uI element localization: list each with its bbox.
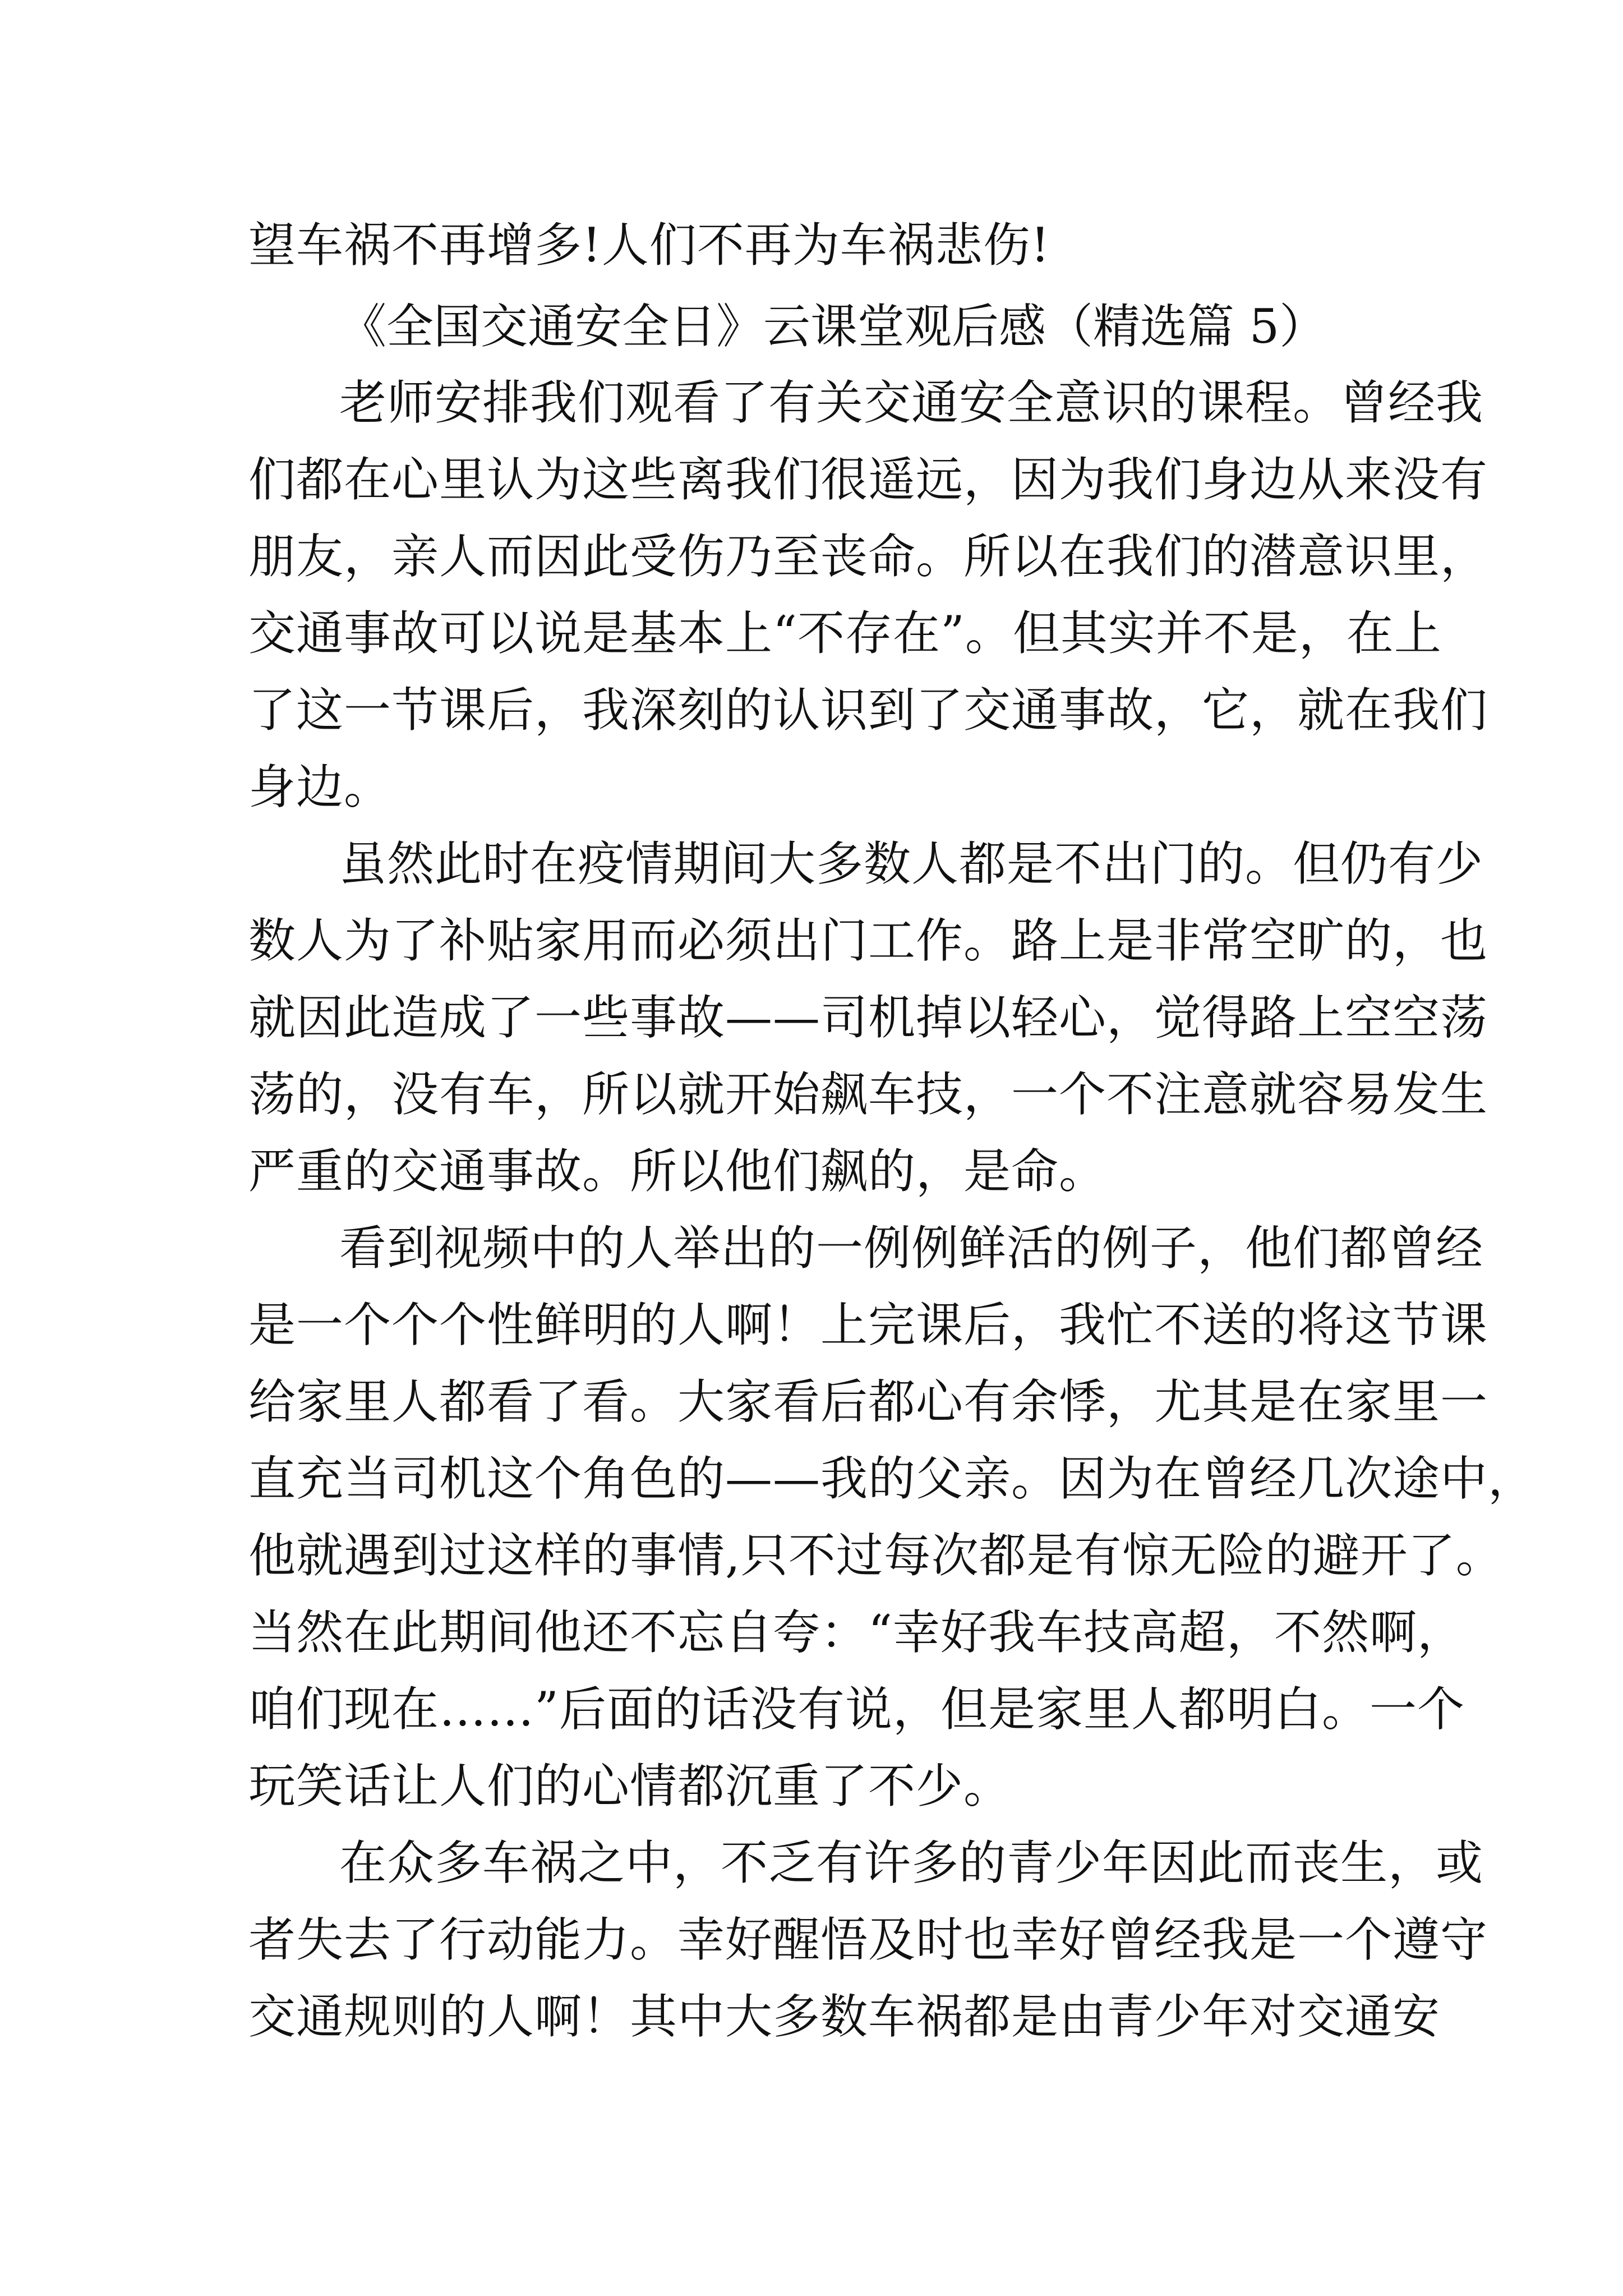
paragraph-1-line-2: 们都在心里认为这些离我们很遥远，因为我们身边从来没有 [248,452,1488,507]
section-title: 《全国交通安全日》云课堂观后感（精选篇 5） [339,299,1327,354]
paragraph-1-line-1: 老师安排我们观看了有关交通安全意识的课程。曾经我 [339,375,1484,430]
paragraph-2-line-1: 虽然此时在疫情期间大多数人都是不出门的。但仍有少 [339,836,1484,891]
paragraph-4-line-1: 在众多车祸之中，不乏有许多的青少年因此而丧生，或 [339,1835,1484,1890]
paragraph-4-line-3: 交通规则的人啊！其中大多数车祸都是由青少年对交通安 [248,1989,1441,2044]
paragraph-2-line-3: 就因此造成了一些事故——司机掉以轻心，觉得路上空空荡 [248,990,1488,1045]
paragraph-3-line-3: 给家里人都看了看。大家看后都心有余悸，尤其是在家里一 [248,1374,1488,1429]
paragraph-1-line-6: 身边。 [248,760,392,815]
paragraph-3-line-7: 咱们现在……”后面的话没有说，但是家里人都明白。一个 [248,1682,1465,1737]
paragraph-2-line-4: 荡的，没有车，所以就开始飙车技，一个不注意就容易发生 [248,1067,1488,1122]
intro-end-line: 望车祸不再增多!人们不再为车祸悲伤! [248,218,1050,273]
paragraph-2-line-5: 严重的交通事故。所以他们飙的，是命。 [248,1144,1107,1199]
paragraph-3-line-6: 当然在此期间他还不忘自夸：“幸好我车技高超，不然啊， [248,1605,1465,1660]
paragraph-2-line-2: 数人为了补贴家用而必须出门工作。路上是非常空旷的，也 [248,913,1488,968]
paragraph-4-line-2: 者失去了行动能力。幸好醒悟及时也幸好曾经我是一个遵守 [248,1912,1488,1967]
paragraph-3-line-1: 看到视频中的人举出的一例例鲜活的例子，他们都曾经 [339,1221,1484,1276]
paragraph-3-line-4: 直充当司机这个角色的——我的父亲。因为在曾经几次途中， [248,1451,1536,1506]
paragraph-3-line-5: 他就遇到过这样的事情,只不过每次都是有惊无险的避开了。 [248,1528,1504,1583]
paragraph-3-line-8: 玩笑话让人们的心情都沉重了不少。 [248,1759,1012,1814]
paragraph-1-line-4: 交通事故可以说是基本上“不存在”。但其实并不是，在上 [248,606,1442,661]
paragraph-3-line-2: 是一个个个性鲜明的人啊！上完课后，我忙不送的将这节课 [248,1297,1488,1352]
paragraph-1-line-5: 了这一节课后，我深刻的认识到了交通事故，它，就在我们 [248,683,1488,738]
paragraph-1-line-3: 朋友，亲人而因此受伤乃至丧命。所以在我们的潜意识里， [248,529,1488,584]
